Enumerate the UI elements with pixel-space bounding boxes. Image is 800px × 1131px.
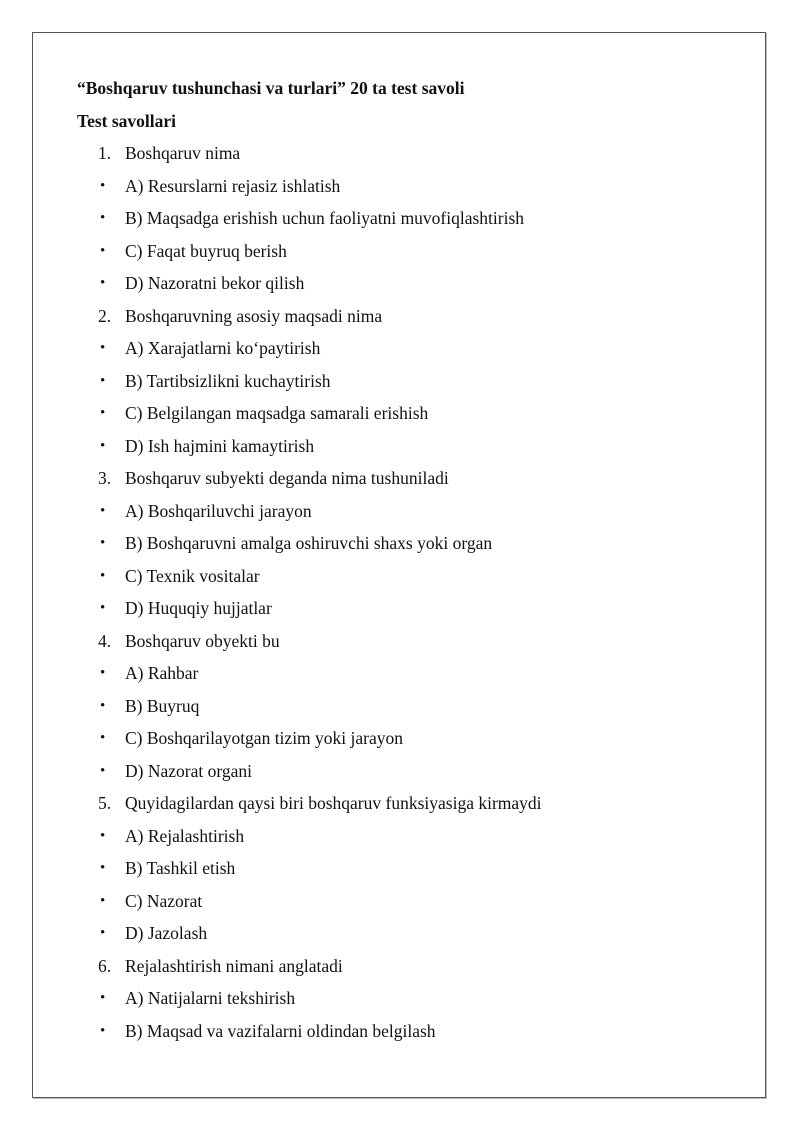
option-text: A) Boshqariluvchi jarayon — [125, 500, 312, 521]
answer-option — [77, 660, 757, 693]
answer-option — [77, 725, 757, 758]
question-text: Boshqaruv nima — [125, 143, 241, 163]
answer-option — [77, 855, 757, 888]
question-item — [77, 790, 757, 823]
option-text: A) Xarajatlarni ko‘paytirish — [125, 338, 321, 358]
option-text: B) Boshqaruvni amalga oshiruvchi shaxs yoki organ — [125, 533, 493, 553]
question-item — [77, 628, 757, 661]
question-text: Boshqaruv subyekti deganda nima tushuniladi — [125, 468, 449, 488]
answer-option — [77, 985, 757, 1018]
option-text: C) Boshqarilayotgan tizim yoki jarayon — [125, 728, 404, 748]
bullet-icon: • — [100, 600, 106, 616]
question-number: 3. — [98, 468, 112, 488]
bullet-icon: • — [100, 892, 106, 909]
question-text: Boshqaruv obyekti bu — [125, 630, 280, 651]
question-text: Boshqaruvning asosiy maqsadi nima — [125, 305, 383, 326]
bullet-icon: • — [100, 405, 106, 421]
answer-option — [77, 238, 757, 271]
answer-option — [77, 270, 757, 303]
answer-option — [77, 595, 757, 628]
option-text: D) Jazolash — [125, 923, 208, 943]
option-text: A) Rahbar — [125, 663, 199, 683]
answer-option — [77, 433, 757, 466]
answer-option — [77, 823, 757, 856]
document-body — [77, 75, 757, 1050]
bullet-icon: • — [100, 535, 106, 551]
question-number: 6. — [98, 955, 112, 976]
bullet-icon: • — [100, 860, 106, 876]
answer-option — [77, 498, 757, 531]
option-text: C) Faqat buyruq berish — [125, 240, 287, 261]
option-text: A) Natijalarni tekshirish — [125, 988, 296, 1008]
bullet-icon: • — [100, 1022, 106, 1039]
option-text: D) Ish hajmini kamaytirish — [125, 435, 315, 456]
question-item — [77, 953, 757, 986]
option-text: C) Belgilangan maqsadga samarali erishish — [125, 403, 429, 423]
answer-option — [77, 758, 757, 791]
answer-option — [77, 205, 757, 238]
option-text: C) Texnik vositalar — [125, 565, 260, 586]
bullet-icon: • — [100, 437, 106, 454]
bullet-icon: • — [100, 242, 106, 259]
option-text: B) Tartibsizlikni kuchaytirish — [125, 370, 331, 391]
question-number: 4. — [98, 630, 112, 651]
document-title: “Boshqaruv tushunchasi va turlari” 20 ta test savoli — [77, 78, 465, 98]
answer-option — [77, 335, 757, 368]
answer-option — [77, 368, 757, 401]
answer-option — [77, 530, 757, 563]
option-text: C) Nazorat — [125, 890, 203, 911]
option-text: B) Buyruq — [125, 695, 200, 716]
question-item — [77, 140, 757, 173]
question-number: 2. — [98, 305, 112, 326]
option-text: B) Maqsadga erishish uchun faoliyatni muvofiqlashtirish — [125, 208, 525, 228]
option-text: D) Huquqiy hujjatlar — [125, 598, 272, 618]
bullet-icon: • — [100, 827, 106, 844]
bullet-icon: • — [100, 275, 106, 291]
question-number: 1. — [98, 143, 112, 163]
bullet-icon: • — [100, 925, 106, 941]
option-text: D) Nazoratni bekor qilish — [125, 273, 305, 293]
bullet-icon: • — [100, 665, 106, 681]
bullet-icon: • — [100, 502, 106, 519]
answer-option — [77, 1018, 757, 1051]
question-number: 5. — [98, 793, 112, 813]
bullet-icon: • — [100, 567, 106, 584]
answer-option — [77, 173, 757, 206]
option-text: A) Rejalashtirish — [125, 825, 245, 846]
question-text: Quyidagilardan qaysi biri boshqaruv funksiyasiga kirmaydi — [125, 793, 542, 813]
option-text: B) Maqsad va vazifalarni oldindan belgilash — [125, 1020, 436, 1041]
answer-option — [77, 888, 757, 921]
question-list — [77, 140, 757, 1050]
question-text: Rejalashtirish nimani anglatadi — [125, 955, 343, 976]
option-text: D) Nazorat organi — [125, 760, 252, 781]
question-item — [77, 303, 757, 336]
bullet-icon: • — [100, 340, 106, 356]
answer-option — [77, 693, 757, 726]
bullet-icon: • — [100, 210, 106, 226]
bullet-icon: • — [100, 697, 106, 714]
answer-option — [77, 400, 757, 433]
bullet-icon: • — [100, 762, 106, 779]
option-text: B) Tashkil etish — [125, 858, 236, 878]
bullet-icon: • — [100, 990, 106, 1006]
option-text: A) Resurslarni rejasiz ishlatish — [125, 175, 341, 196]
question-item — [77, 465, 757, 498]
answer-option — [77, 563, 757, 596]
bullet-icon: • — [100, 372, 106, 389]
bullet-icon: • — [100, 730, 106, 746]
bullet-icon: • — [100, 177, 106, 194]
answer-option — [77, 920, 757, 953]
section-title: Test savollari — [77, 110, 177, 131]
